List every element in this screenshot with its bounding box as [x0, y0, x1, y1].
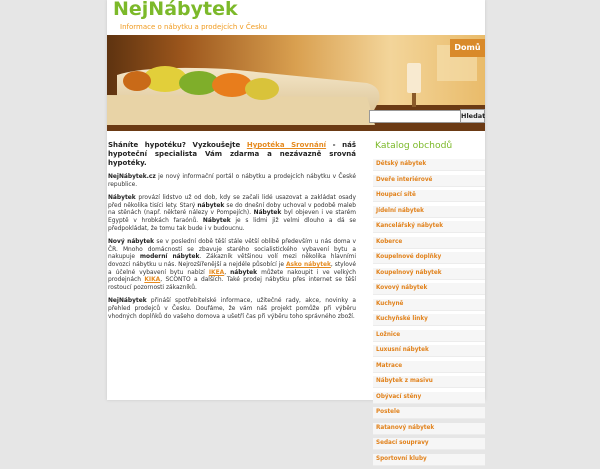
page-container [107, 0, 485, 462]
catalog-list [373, 159, 485, 466]
p2-text-2: se do dnešní doby uchoval v podobě maleb na stěnách (např. některé nálezy v Pompejích). [108, 202, 356, 217]
p3-text-4: můžete nakoupit i ve velkých prodejnách [108, 269, 357, 284]
p3-bold-1: Nový nábytek [108, 239, 155, 246]
paragraph-3 [108, 239, 356, 292]
catalog-item[interactable]: Nábytek z masivu [373, 376, 485, 388]
catalog-item[interactable]: Dětský nábytek [373, 159, 485, 171]
catalog-item[interactable]: Sportovní kluby [373, 454, 485, 466]
p2-bold-1: Nábytek [108, 195, 136, 202]
catalog-item[interactable]: Dveře interiérové [373, 175, 485, 187]
p2-bold-3: Nábytek [253, 210, 282, 217]
search-button[interactable]: Hledat [460, 109, 485, 123]
p4-text: přináší spotřebitelské informace, užitečné rady, akce, novinky a přehled prodejců v Česku. Doufáme, že vám náš projekt pomůže při výběru vhodných doplňků do vašeho domova a ušetří čas při výběru toho správného zboží. [108, 298, 357, 320]
catalog-item[interactable]: Jídelní nábytek [373, 206, 485, 218]
catalog-item[interactable]: Postele [373, 407, 485, 419]
intro-paragraph [108, 141, 356, 168]
paragraph-1 [108, 174, 356, 189]
asko-link[interactable]: Asko nábytek [285, 261, 331, 268]
catalog-item[interactable]: Kancelářský nábytek [373, 221, 485, 233]
catalog-item[interactable]: Kuchyně [373, 299, 485, 311]
p3-text-1: se v poslední době těší stále větší oblibě především u nás doma v ČR. Mnoho domácností se zbavuje starého socialistického vybavení bytu a nakupuje [108, 239, 356, 261]
p4-bold: NejNábytek [108, 298, 147, 305]
sidebar [373, 139, 485, 469]
catalog-item[interactable]: Ložnice [373, 330, 485, 342]
p2-text-4: je s lidmi již velmi dlouho a dá se předpokládat, že tomu tak bude i v budoucnu. [108, 217, 357, 232]
hero-banner [107, 35, 485, 131]
intro-rest: - náš hypoteční specialista Vám zdarma a nezávazně srovná hypotéky. [108, 141, 357, 167]
p3-text-5: , SCONTO a dalších. Také prodej nábytku přes internet se těší rostoucí pozornosti zákazníků. [108, 277, 356, 291]
p2-bold-4: Nábytek [202, 217, 231, 224]
ikea-link[interactable]: IKEA [208, 269, 225, 276]
site-title[interactable]: NejNábytek [113, 0, 238, 20]
p3-comma: , [224, 269, 227, 276]
catalog-item[interactable]: Ratanový nábytek [373, 423, 485, 435]
catalog-item[interactable]: Sedací soupravy [373, 438, 485, 450]
catalog-item[interactable]: Matrace [373, 361, 485, 373]
catalog-item[interactable]: Koberce [373, 237, 485, 249]
p2-bold-2: nábytek [197, 202, 225, 209]
catalog-item[interactable]: Kovový nábytek [373, 283, 485, 295]
kika-link[interactable]: KIKA [144, 277, 161, 284]
catalog-item[interactable]: Koupelnové doplňky [373, 252, 485, 264]
catalog-item[interactable]: Houpací sítě [373, 190, 485, 202]
main-content [107, 141, 356, 327]
p3-text-2: . Zákazník většinou volí mezi několika hlavními dovozci nábytku u nás. Nejrozšířenější a nejdéle působící je [108, 254, 356, 268]
p3-bold-3: nábytek [230, 269, 258, 276]
paragraph-2 [108, 195, 356, 233]
brand-name: NejNábytek.cz [108, 174, 156, 180]
catalog-item[interactable]: Luxusní nábytek [373, 345, 485, 357]
site-subtitle: Informace o nábytku a prodejcích v Česku [120, 23, 268, 31]
sidebar-title: Katalog obchodů [375, 140, 453, 151]
p1-text: je nový informační portál o nábytku a prodejcích nábytku v České republice. [108, 174, 357, 188]
mortgage-link[interactable]: Hypotéka Srovnání [246, 141, 327, 149]
home-link[interactable]: Domů [450, 39, 485, 57]
catalog-item[interactable]: Kuchyňské linky [373, 314, 485, 326]
intro-lead: Sháníte hypotéku? Vyzkoušejte [108, 141, 241, 149]
search-input[interactable] [369, 110, 461, 123]
p2-text-3: byl objeven i ve starém Egyptě v hrobkách faraónů. [108, 210, 356, 224]
catalog-item[interactable]: Obývací stěny [373, 392, 485, 404]
site-header [107, 0, 485, 35]
p3-text-3: , stylové a účelné vybavení bytu nabízí [108, 261, 356, 276]
paragraph-4 [108, 298, 356, 321]
p2-text-1: provází lidstvo už od dob, kdy se začali lidé usazovat a zakládat osady před několika tisíci lety. Starý [108, 195, 356, 209]
p3-bold-2: moderní nábytek [139, 254, 200, 261]
catalog-item[interactable]: Koupelnový nábytek [373, 268, 485, 280]
